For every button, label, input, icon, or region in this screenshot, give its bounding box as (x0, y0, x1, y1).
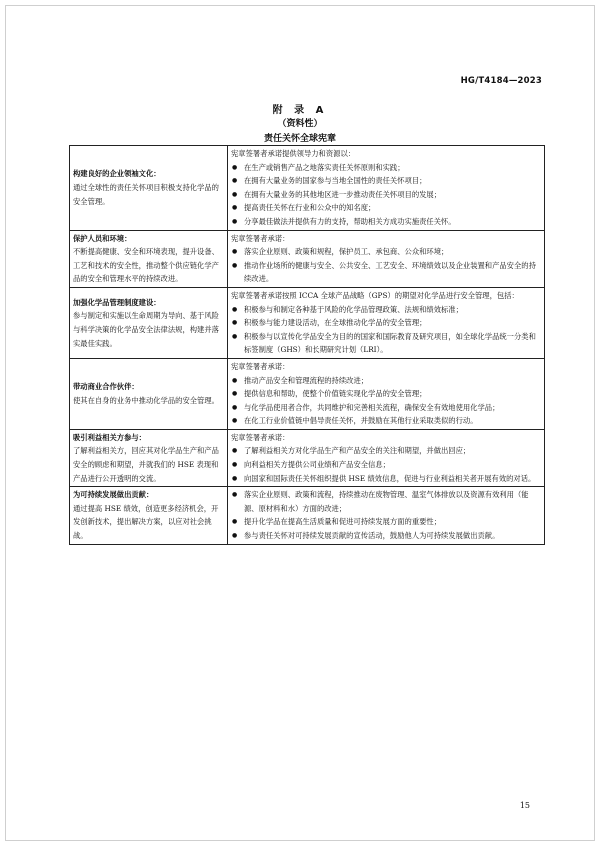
commitment-item: ● 落实企业原则、政策和规程，保护员工、承包商、公众和环境； (231, 245, 540, 259)
principle-cell (70, 487, 228, 544)
commitment-item: ● 与化学品使用者合作，共同维护和完善相关流程，确保安全有效地使用化学品； (231, 401, 540, 415)
commitment-list (231, 444, 540, 485)
charter-row (70, 487, 545, 544)
commitment-cell (228, 146, 545, 231)
commitment-item: ● 积极参与和制定各种基于风险的化学品管理政策、法规和绩效标准； (231, 303, 540, 317)
annex-heading: 责任关怀全球宪章 (263, 134, 336, 144)
principle-title: 为可持续发展做出贡献： (73, 490, 154, 500)
charter-row (70, 287, 545, 358)
principle-description: 不断提高健康、安全和环境表现，提升设备、工艺和技术的安全性，推动整个供应链化学产品的安全和管理水平的持续改进。 (73, 247, 219, 284)
commitment-intro: 宪章签署者承诺按照 ICCA 全球产品战略（GPS）的期望对化学品进行安全管理，包括： (231, 290, 519, 300)
commitment-item: ● 在生产或销售产品之地落实责任关怀原则和实践； (231, 161, 540, 175)
commitment-item: ● 提高责任关怀在行业和公众中的知名度； (231, 201, 540, 215)
commitment-item: ● 了解利益相关方对化学品生产和产品安全的关注和期望，并做出回应； (231, 444, 540, 458)
principle-description: 使其在自身的业务中推动化学品的安全管理。 (73, 395, 219, 405)
commitment-cell (228, 487, 545, 544)
commitment-intro: 宪章签署者承诺： (231, 233, 290, 243)
commitment-item: ● 提升化学品在提高生活质量和促进可持续发展方面的重要性； (231, 515, 540, 529)
commitment-list (231, 245, 540, 286)
standard-code: HG/T4184—2023 (460, 76, 542, 86)
principle-description: 参与制定和实施以生命周期为导向、基于风险与科学决策的化学品安全法律法规，构建并落实最佳实践。 (73, 311, 219, 348)
principle-title: 加强化学品管理制度建设： (73, 297, 161, 307)
charter-row (70, 429, 545, 486)
commitment-item: ● 分享最佳做法并提供有力的支持，帮助相关方成功实施责任关怀。 (231, 215, 540, 229)
commitment-item: ● 积极参与能力建设活动，在全球推动化学品的安全管理； (231, 316, 540, 330)
commitment-item: ● 参与责任关怀对可持续发展贡献的宣传活动，鼓励他人为可持续发展做出贡献。 (231, 529, 540, 543)
annex-subtitle: （资料性） (277, 119, 323, 129)
commitment-cell (228, 287, 545, 358)
commitment-item: ● 在化工行业价值链中倡导责任关怀，并鼓励在其他行业采取类似的行动。 (231, 414, 540, 428)
commitment-cell (228, 429, 545, 486)
commitment-list (231, 161, 540, 229)
principle-title: 保护人员和环境： (73, 233, 132, 243)
commitment-cell (228, 230, 545, 287)
commitment-item: ● 积极参与以宣传化学品安全为目的的国家和国际教育及研究项目，如全球化学品统一分类和标签制度（GHS）和长期研究计划（LRI）。 (231, 330, 540, 357)
charter-table (69, 145, 545, 545)
principle-cell (70, 287, 228, 358)
principle-cell (70, 146, 228, 231)
principle-description: 通过提高 HSE 绩效，创造更多经济机会，开发创新技术，提出解决方案，以应对社会挑战。 (73, 503, 219, 541)
commitment-item: ● 在拥有大量业务的国家参与当地全国性的责任关怀项目； (231, 174, 540, 188)
principle-title: 构建良好的企业领袖文化： (73, 169, 161, 179)
charter-row (70, 230, 545, 287)
charter-row (70, 358, 545, 429)
principle-cell (70, 358, 228, 429)
commitment-intro: 宪章签署者承诺提供领导力和资源以： (231, 149, 356, 158)
principle-description: 通过全球性的责任关怀项目积极支持化学品的安全管理。 (73, 182, 219, 206)
commitment-item: ● 向利益相关方提供公司业绩和产品安全信息； (231, 458, 540, 472)
principle-title: 吸引利益相关方参与： (73, 432, 146, 442)
commitment-item: ● 推动产品安全和管理流程的持续改进； (231, 374, 540, 388)
commitment-item: ● 提供信息和帮助，使整个价值链实现化学品的安全管理； (231, 387, 540, 401)
principle-title: 带动商业合作伙伴： (73, 382, 139, 392)
commitment-item: ● 落实企业原则、政策和流程，持续推动在废物管理、温室气体排放以及资源有效利用（能源、原材料和水）方面的改进； (231, 488, 540, 515)
page-number: 15 (519, 801, 530, 810)
commitment-item: ● 推动作业场所的健康与安全、公共安全、工艺安全、环境绩效以及企业装置和产品安全的持续改进。 (231, 259, 540, 286)
commitment-item: ● 在拥有大量业务的其他地区进一步推动责任关怀项目的发展； (231, 188, 540, 202)
commitment-intro: 宪章签署者承诺： (231, 361, 290, 371)
commitment-list (231, 488, 540, 542)
principle-description: 了解利益相关方，回应其对化学品生产和产品安全的顾虑和期望，并就我们的 HSE 表现和产品进行公开透明的交流。 (73, 446, 219, 483)
principle-cell (70, 429, 228, 486)
commitment-item: ● 向国家和国际责任关怀组织提供 HSE 绩效信息，促进与行业利益相关者开展有效的对话。 (231, 472, 540, 486)
charter-row (70, 146, 545, 231)
commitment-intro: 宪章签署者承诺： (231, 432, 290, 442)
annex-title: 附 录 A (272, 105, 328, 116)
principle-cell (70, 230, 228, 287)
commitment-list (231, 303, 540, 357)
commitment-list (231, 374, 540, 428)
commitment-cell (228, 358, 545, 429)
